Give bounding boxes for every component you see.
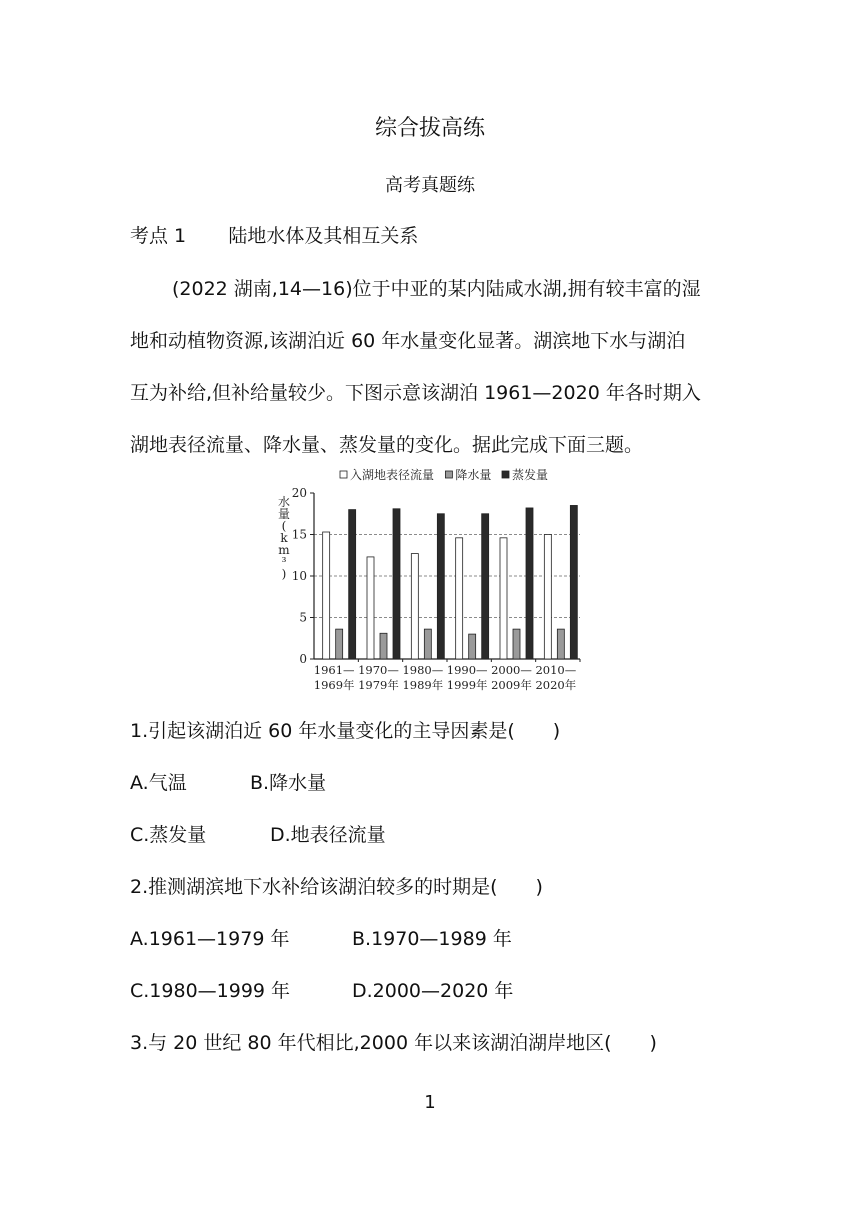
- question-stem: 1.引起该湖泊近 60 年水量变化的主导因素是( ): [130, 720, 561, 742]
- x-tick-label: 1961—: [313, 663, 355, 677]
- y-axis-label: m: [278, 543, 290, 557]
- question-option: B.1970—1989 年: [352, 928, 512, 950]
- question-option: A.1961—1979 年: [130, 928, 290, 950]
- bar: [411, 554, 418, 659]
- bar: [349, 510, 356, 659]
- question-option: A.气温: [130, 772, 187, 794]
- bar: [336, 629, 343, 659]
- bar: [424, 629, 431, 659]
- section-heading: [130, 221, 418, 248]
- x-tick-label: 1989年: [402, 678, 444, 692]
- page-subtitle: 高考真题练: [385, 175, 475, 196]
- bar: [437, 514, 444, 659]
- x-tick-label: 1990—: [446, 663, 488, 677]
- bar: [570, 505, 577, 659]
- question-option: C.1980—1999 年: [130, 980, 291, 1002]
- question-stem: 3.与 20 世纪 80 年代相比,2000 年以来该湖泊湖岸地区( ): [130, 1032, 657, 1054]
- passage-line: 互为补给,但补给量较少。下图示意该湖泊 1961—2020 年各时期入: [130, 382, 701, 404]
- question-option: D.2000—2020 年: [352, 980, 514, 1002]
- x-tick-label: 2020年: [535, 678, 577, 692]
- legend-swatch: [445, 471, 452, 478]
- legend-label: 蒸发量: [512, 468, 549, 482]
- bar: [393, 509, 400, 659]
- bar: [557, 629, 564, 659]
- page-number: 1: [424, 1092, 436, 1113]
- bar: [500, 538, 507, 659]
- bar: [482, 514, 489, 659]
- bar: [456, 538, 463, 659]
- question-option: B.降水量: [250, 772, 327, 794]
- x-tick-label: 1980—: [402, 663, 444, 677]
- bar: [323, 532, 330, 659]
- bar: [380, 633, 387, 659]
- x-tick-label: 2000—: [491, 663, 532, 677]
- bar: [469, 634, 476, 659]
- y-axis-label: 量: [277, 507, 291, 521]
- passage-line: 湖地表径流量、降水量、蒸发量的变化。据此完成下面三题。: [130, 434, 644, 456]
- y-axis-label: k: [280, 531, 288, 545]
- y-axis-label: ): [281, 567, 287, 581]
- y-axis-label: 水: [277, 495, 291, 509]
- page-title: 综合拔高练: [374, 116, 485, 141]
- bar: [544, 535, 551, 660]
- x-tick-label: 1970—: [358, 663, 399, 677]
- legend-label: 降水量: [455, 468, 492, 482]
- y-tick-label: 10: [291, 569, 307, 583]
- y-tick-label: 20: [291, 486, 307, 500]
- y-axis-label: (: [281, 519, 287, 533]
- question-option: D.地表径流量: [270, 824, 386, 846]
- x-tick-label: 1969年: [313, 678, 355, 692]
- x-tick-label: 1979年: [358, 678, 399, 692]
- section-name: 陆地水体及其相互关系: [228, 225, 419, 247]
- question-stem: 2.推测湖滨地下水补给该湖泊较多的时期是( ): [130, 876, 543, 898]
- x-tick-label: 2010—: [535, 663, 577, 677]
- y-axis-label: ³: [281, 555, 287, 569]
- x-tick-label: 2009年: [491, 678, 532, 692]
- x-tick-label: 1999年: [446, 678, 488, 692]
- bar: [526, 508, 533, 659]
- y-tick-label: 15: [291, 527, 307, 542]
- legend-swatch: [340, 471, 347, 478]
- section-number: 考点 1: [130, 225, 187, 247]
- y-tick-label: 5: [299, 610, 307, 625]
- legend-swatch: [502, 471, 509, 478]
- water-volume-bar-chart: [270, 466, 600, 698]
- y-tick-label: 0: [299, 652, 307, 666]
- bar: [367, 557, 374, 659]
- legend-label: 入湖地表径流量: [350, 468, 435, 482]
- bar: [513, 629, 520, 659]
- passage-line: 地和动植物资源,该湖泊近 60 年水量变化显著。湖滨地下水与湖泊: [130, 330, 686, 352]
- question-option: C.蒸发量: [130, 824, 207, 846]
- passage-line: (2022 湖南,14—16)位于中亚的某内陆咸水湖,拥有较丰富的湿: [172, 278, 701, 300]
